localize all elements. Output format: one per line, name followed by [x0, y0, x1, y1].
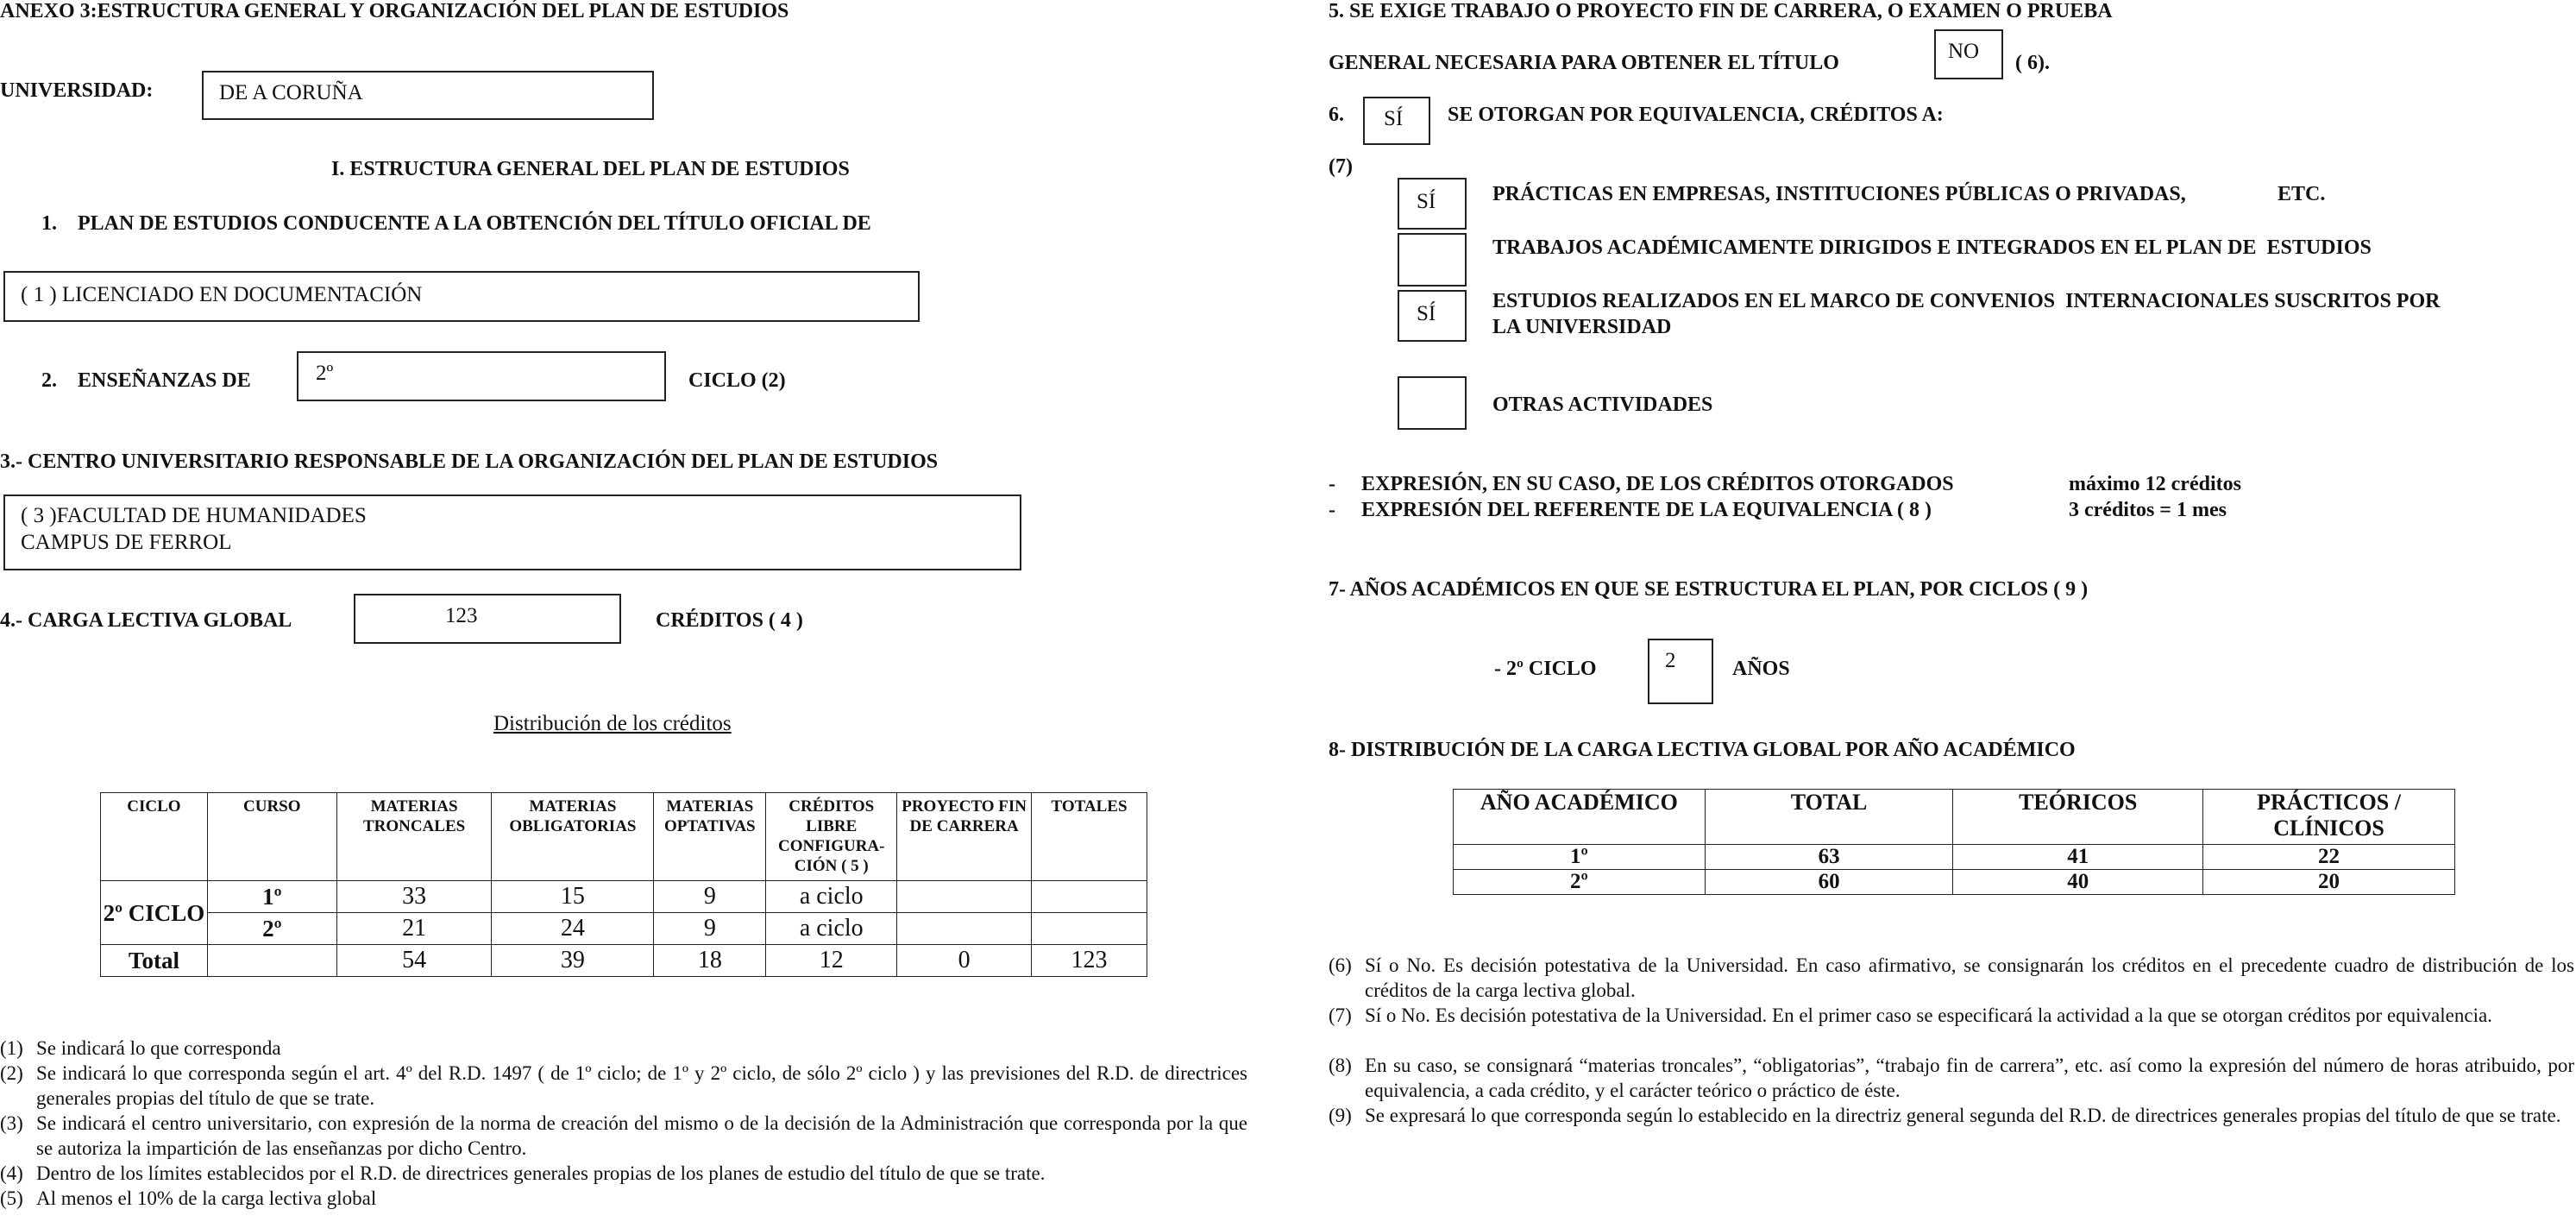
proyecto-cell: [897, 913, 1032, 945]
center-line1: ( 3 )FACULTAD DE HUMANIDADES: [21, 504, 367, 527]
year-distribution-table: [1453, 789, 2455, 895]
optativas-cell: 9: [654, 913, 766, 945]
item3-label: 3.- CENTRO UNIVERSITARIO RESPONSABLE DE LA ORGANIZACIÓN DEL PLAN DE ESTUDIOS: [0, 450, 939, 473]
footnote-7: (7) Sí o No. Es decisión potestativa de la Universidad. En el primer caso se especificará la actividad a la que se otorgan créditos por equivalencia.: [1329, 1005, 2492, 1026]
table-total-row: [101, 945, 1147, 977]
footnote-3: (3) Se indicará el centro universitario, con expresión de la norma de creación del mismo o de la decisión de la Administración que corresponda por la que se autoriza la impartición de las enseñanzas por dicho Centro.: [0, 1112, 1247, 1159]
item5-line2: GENERAL NECESARIA PARA OBTENER EL TÍTULO: [1329, 52, 1839, 74]
header-teoricos: TEÓRICOS: [1953, 790, 2203, 845]
footnote-9: (9) Se expresará lo que corresponda según lo establecido en la directriz general segunda del R.D. de directrices generales propias del título de que se trate.: [1329, 1105, 2561, 1126]
table-row: [1454, 870, 2455, 895]
expr1-label: - EXPRESIÓN, EN SU CASO, DE LOS CRÉDITOS OTORGADOS: [1329, 473, 1954, 495]
footnote-4: (4) Dentro de los límites establecidos por el R.D. de directrices generales propias de los planes de estudio del título de que se trate.: [0, 1162, 1046, 1184]
proyecto-cell: [897, 881, 1032, 913]
practicos-cell: 22: [2203, 845, 2455, 870]
option-extra-practicas: ETC.: [2278, 183, 2326, 205]
ciclo-value: 2º: [316, 362, 334, 385]
table-row: [101, 913, 1147, 945]
footnote-6: (6) Sí o No. Es decisión potestativa de la Universidad. En caso afirmativo, se consignarán los créditos en el precedente cuadro de distribución de los créditos de la carga lectiva global.: [1329, 954, 2574, 1001]
footnote-5: (5) Al menos el 10% de la carga lectiva global: [0, 1187, 377, 1209]
libre-cell: a ciclo: [766, 881, 897, 913]
footnote-8: (8) En su caso, se consignará “materias troncales”, “obligatorias”, “trabajo fin de carrera”, etc. así como la expresión del número de horas atribuido, por equivalencia, a cada crédito, y el carácter teórico o práctico de éste.: [1329, 1055, 2574, 1101]
option-checkbox-otras: [1398, 376, 1467, 430]
optativas-cell: 9: [654, 881, 766, 913]
item5-suffix: ( 6).: [2015, 52, 2050, 74]
total-cell: 63: [1705, 845, 1953, 870]
header-optativas: MATERIAS OPTATIVAS: [654, 793, 766, 881]
totales-cell: [1032, 881, 1147, 913]
expr2-label: - EXPRESIÓN DEL REFERENTE DE LA EQUIVALENCIA ( 8 ): [1329, 499, 1932, 521]
total-curso: [207, 945, 336, 977]
university-value: DE A CORUÑA: [219, 81, 363, 104]
option-checkbox-trabajos: [1398, 233, 1467, 287]
table-row: [101, 881, 1147, 913]
item6-number: 6.: [1329, 104, 1344, 126]
ciclo-field: [297, 351, 666, 401]
footnote-1: (1) Se indicará lo que corresponda: [0, 1037, 281, 1059]
item4-suffix: CRÉDITOS ( 4 ): [656, 609, 803, 632]
option-check-estudios: SÍ: [1417, 302, 1436, 325]
university-label: UNIVERSIDAD:: [0, 79, 154, 102]
teoricos-cell: 40: [1953, 870, 2203, 895]
curso-cell: 1º: [207, 881, 336, 913]
obligatorias-cell: 24: [492, 913, 654, 945]
center-line2: CAMPUS DE FERROL: [21, 531, 232, 554]
ano-cell: 1º: [1454, 845, 1706, 870]
expr2-value: 3 créditos = 1 mes: [2069, 499, 2227, 521]
table-row: [1454, 845, 2455, 870]
header-ciclo: CICLO: [101, 793, 208, 881]
item4-label: 4.- CARGA LECTIVA GLOBAL: [0, 609, 292, 632]
ciclo-years-label: - 2º CICLO: [1494, 658, 1597, 680]
total-cell: 60: [1705, 870, 1953, 895]
thesis-required-value: NO: [1948, 40, 1980, 63]
option-label-practicas: PRÁCTICAS EN EMPRESAS, INSTITUCIONES PÚBLICAS O PRIVADAS,: [1492, 183, 2186, 205]
option-label-trabajos: TRABAJOS ACADÉMICAMENTE DIRIGIDOS E INTEGRADOS EN EL PLAN DE ESTUDIOS: [1492, 236, 2372, 259]
annex-title: ANEXO 3:ESTRUCTURA GENERAL Y ORGANIZACIÓN DEL PLAN DE ESTUDIOS: [0, 0, 789, 22]
degree-title-value: ( 1 ) LICENCIADO EN DOCUMENTACIÓN: [21, 283, 423, 306]
ciclo-years-suffix: AÑOS: [1732, 658, 1790, 680]
item2-label: 2. ENSEÑANZAS DE: [41, 369, 251, 392]
troncales-cell: 33: [336, 881, 492, 913]
item1-label: 1. PLAN DE ESTUDIOS CONDUCENTE A LA OBTENCIÓN DEL TÍTULO OFICIAL DE: [41, 212, 871, 235]
expr1-value: máximo 12 créditos: [2069, 473, 2241, 495]
ciclo-years-field: [1648, 639, 1713, 704]
equivalence-value: SÍ: [1384, 107, 1404, 130]
ano-cell: 2º: [1454, 870, 1706, 895]
section-title: I. ESTRUCTURA GENERAL DEL PLAN DE ESTUDIOS: [331, 158, 850, 180]
credits-field: [354, 594, 621, 644]
total-troncales: 54: [336, 945, 492, 977]
option-check-practicas: SÍ: [1417, 190, 1436, 213]
header-practicos: PRÁCTICOS / CLÍNICOS: [2203, 790, 2455, 845]
item7-title: 7- AÑOS ACADÉMICOS EN QUE SE ESTRUCTURA EL PLAN, POR CICLOS ( 9 ): [1329, 578, 2089, 601]
total-totales: 123: [1032, 945, 1147, 977]
header-libre: CRÉDITOS LIBRE CONFIGURA-CIÓN ( 5 ): [766, 793, 897, 881]
item7-marker: (7): [1329, 155, 1353, 178]
option-label2-estudios: LA UNIVERSIDAD: [1492, 316, 1672, 338]
header-proyecto: PROYECTO FIN DE CARRERA: [897, 793, 1032, 881]
header-obligatorias: MATERIAS OBLIGATORIAS: [492, 793, 654, 881]
total-proyecto: 0: [897, 945, 1032, 977]
item2-suffix: CICLO (2): [688, 369, 786, 392]
option-label-estudios: ESTUDIOS REALIZADOS EN EL MARCO DE CONVENIOS INTERNACIONALES SUSCRITOS POR: [1492, 290, 2441, 312]
header-totales: TOTALES: [1032, 793, 1147, 881]
troncales-cell: 21: [336, 913, 492, 945]
teoricos-cell: 41: [1953, 845, 2203, 870]
total-label: Total: [101, 945, 208, 977]
distribution-title: Distribución de los créditos: [493, 712, 732, 735]
header-curso: CURSO: [207, 793, 336, 881]
obligatorias-cell: 15: [492, 881, 654, 913]
ciclo-cell: 2º CICLO: [101, 881, 208, 945]
total-libre: 12: [766, 945, 897, 977]
total-optativas: 18: [654, 945, 766, 977]
header-ano: AÑO ACADÉMICO: [1454, 790, 1706, 845]
totales-cell: [1032, 913, 1147, 945]
header-troncales: MATERIAS TRONCALES: [336, 793, 492, 881]
option-label-otras: OTRAS ACTIVIDADES: [1492, 394, 1713, 416]
item8-title: 8- DISTRIBUCIÓN DE LA CARGA LECTIVA GLOBAL POR AÑO ACADÉMICO: [1329, 739, 2076, 761]
practicos-cell: 20: [2203, 870, 2455, 895]
header-total: TOTAL: [1705, 790, 1953, 845]
credits-distribution-table: [100, 792, 1147, 977]
footnote-2: (2) Se indicará lo que corresponda según el art. 4º del R.D. 1497 ( de 1º ciclo; de 1º y 2º ciclo, de sólo 2º ciclo ) y las previsiones del R.D. de directrices generales propias del título de que se trate.: [0, 1062, 1247, 1109]
curso-cell: 2º: [207, 913, 336, 945]
item5-line1: 5. SE EXIGE TRABAJO O PROYECTO FIN DE CARRERA, O EXAMEN O PRUEBA: [1329, 0, 2113, 22]
item6-label: SE OTORGAN POR EQUIVALENCIA, CRÉDITOS A:: [1448, 104, 1944, 126]
total-obligatorias: 39: [492, 945, 654, 977]
libre-cell: a ciclo: [766, 913, 897, 945]
ciclo-years-value: 2: [1665, 649, 1676, 672]
credits-value: 123: [445, 604, 478, 627]
